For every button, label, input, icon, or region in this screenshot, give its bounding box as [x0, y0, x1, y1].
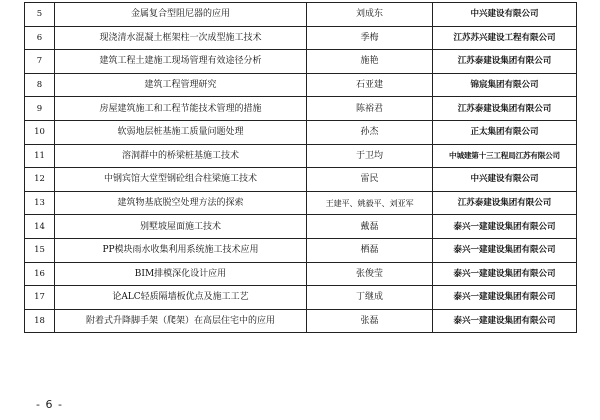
row-number: 16	[25, 262, 55, 286]
organization: 中兴建设有限公司	[433, 3, 577, 27]
row-number: 8	[25, 73, 55, 97]
table-row	[25, 3, 577, 27]
paper-title: 论ALC轻质隔墙板优点及施工工艺	[55, 286, 307, 310]
row-number: 5	[25, 3, 55, 27]
table-row	[25, 50, 577, 74]
author-name: 陈裕君	[307, 97, 433, 121]
organization: 中兴建设有限公司	[433, 168, 577, 192]
author-name: 施艳	[307, 50, 433, 74]
author-name: 刘成东	[307, 3, 433, 27]
table-row	[25, 144, 577, 168]
author-name: 季梅	[307, 26, 433, 50]
table-row	[25, 262, 577, 286]
paper-title: 附着式升降脚手架（爬架）在高层住宅中的应用	[55, 309, 307, 333]
organization: 中城建第十三工程局江苏有限公司	[433, 144, 577, 168]
paper-title: 金属复合型阻尼器的应用	[55, 3, 307, 27]
paper-title: 中钢宾馆大堂型钢砼组合柱梁施工技术	[55, 168, 307, 192]
row-number: 15	[25, 238, 55, 262]
organization: 泰兴一建建设集团有限公司	[433, 238, 577, 262]
table-row	[25, 286, 577, 310]
page-number: - 6 -	[36, 398, 63, 411]
row-number: 12	[25, 168, 55, 192]
paper-title: BIM排模深化设计应用	[55, 262, 307, 286]
author-name: 雷民	[307, 168, 433, 192]
row-number: 13	[25, 191, 55, 215]
table-row	[25, 191, 577, 215]
table-row	[25, 238, 577, 262]
paper-title: 溶洞群中的桥梁桩基施工技术	[55, 144, 307, 168]
row-number: 7	[25, 50, 55, 74]
author-name: 张磊	[307, 309, 433, 333]
row-number: 11	[25, 144, 55, 168]
organization: 泰兴一建建设集团有限公司	[433, 286, 577, 310]
organization: 泰兴一建建设集团有限公司	[433, 309, 577, 333]
author-name: 于卫均	[307, 144, 433, 168]
paper-title: 软弱地层桩基施工质量问题处理	[55, 120, 307, 144]
organization: 锦宸集团有限公司	[433, 73, 577, 97]
paper-title: PP模块雨水收集利用系统施工技术应用	[55, 238, 307, 262]
author-name: 孙杰	[307, 120, 433, 144]
organization: 江苏泰建设集团有限公司	[433, 97, 577, 121]
table-row	[25, 26, 577, 50]
organization: 正太集团有限公司	[433, 120, 577, 144]
table-row	[25, 309, 577, 333]
row-number: 10	[25, 120, 55, 144]
organization: 江苏泰建设集团有限公司	[433, 50, 577, 74]
author-name: 戴磊	[307, 215, 433, 239]
row-number: 18	[25, 309, 55, 333]
row-number: 14	[25, 215, 55, 239]
organization: 江苏泰建设集团有限公司	[433, 191, 577, 215]
author-name: 石亚建	[307, 73, 433, 97]
organization: 泰兴一建建设集团有限公司	[433, 262, 577, 286]
paper-title: 建筑工程土建施工现场管理有效途径分析	[55, 50, 307, 74]
author-name: 王建平、姚毅平、刘亚军	[307, 191, 433, 215]
author-name: 张俊莹	[307, 262, 433, 286]
table-row	[25, 168, 577, 192]
table-body	[25, 3, 577, 333]
table-row	[25, 215, 577, 239]
paper-title: 房屋建筑施工和工程节能技术管理的措施	[55, 97, 307, 121]
paper-title: 建筑物基底脱空处理方法的探索	[55, 191, 307, 215]
paper-title: 建筑工程管理研究	[55, 73, 307, 97]
paper-list-table	[24, 2, 577, 333]
row-number: 9	[25, 97, 55, 121]
table-row	[25, 73, 577, 97]
paper-title: 别墅坡屋面施工技术	[55, 215, 307, 239]
author-name: 丁继成	[307, 286, 433, 310]
author-name: 栖磊	[307, 238, 433, 262]
table-row	[25, 97, 577, 121]
organization: 泰兴一建建设集团有限公司	[433, 215, 577, 239]
row-number: 17	[25, 286, 55, 310]
table-row	[25, 120, 577, 144]
row-number: 6	[25, 26, 55, 50]
paper-title: 现浇清水混凝土框架柱一次成型施工技术	[55, 26, 307, 50]
organization: 江苏苏兴建设工程有限公司	[433, 26, 577, 50]
